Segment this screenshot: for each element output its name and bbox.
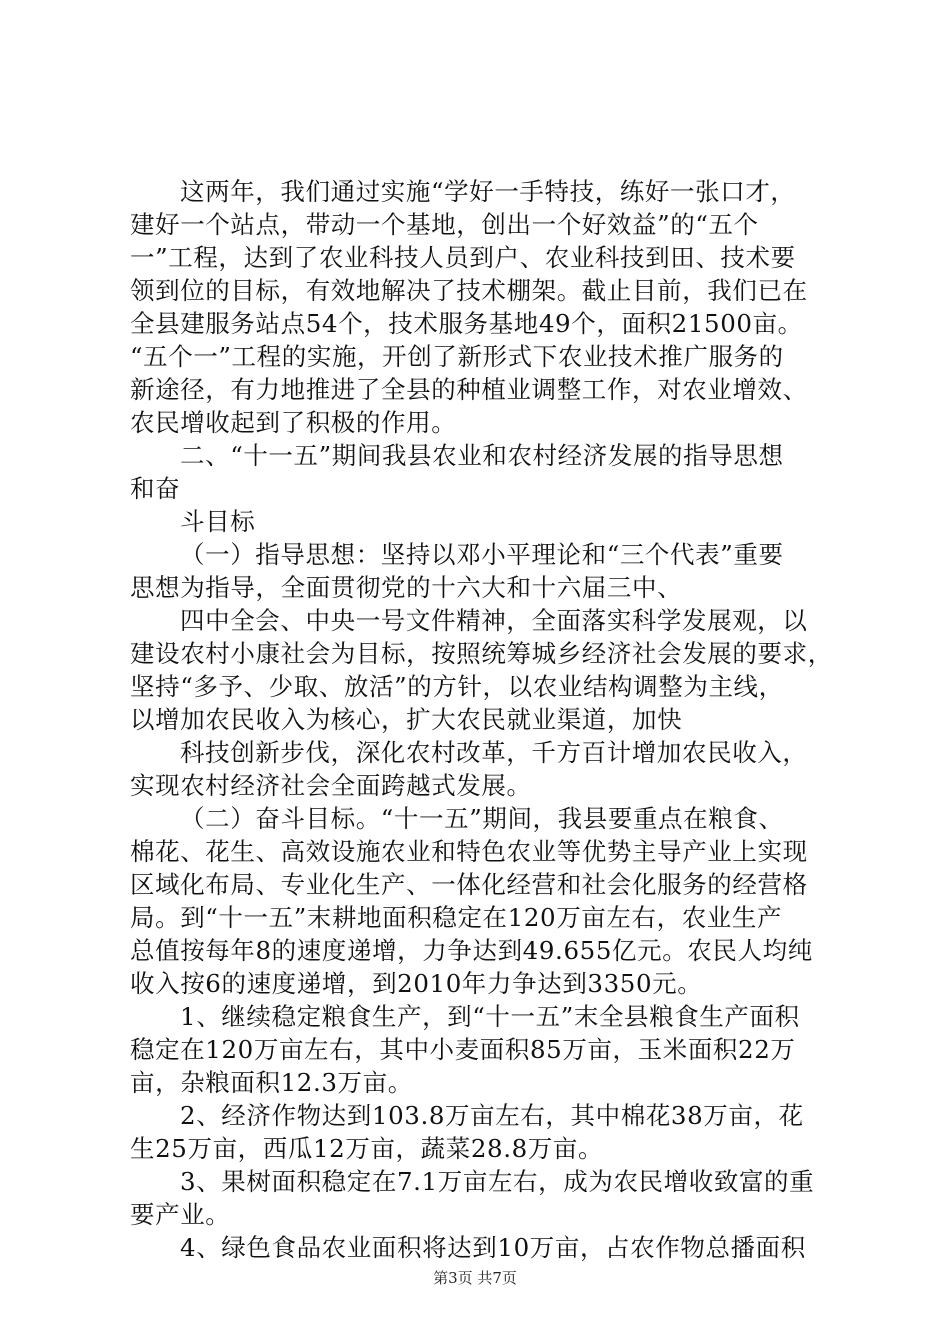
body-text-line: 总值按每年8的速度递增，力争达到49.655亿元。农民人均纯 bbox=[130, 936, 813, 965]
body-text-line: 区域化布局、专业化生产、一体化经营和社会化服务的经营格 bbox=[130, 870, 808, 899]
list-item-line: 1、继续稳定粮食生产，到“十一五”末全县粮食生产面积 bbox=[180, 1002, 800, 1031]
body-text-line: 实现农村经济社会全面跨越式发展。 bbox=[130, 771, 532, 800]
body-text-line: “五个一”工程的实施，开创了新形式下农业技术推广服务的 bbox=[130, 342, 784, 371]
body-text-line: 局。到“十一五”末耕地面积稳定在120万亩左右，农业生产 bbox=[130, 903, 783, 932]
body-text-line: 以增加农民收入为核心，扩大农民就业渠道，加快 bbox=[130, 705, 683, 734]
body-text-line: 农民增收起到了积极的作用。 bbox=[130, 408, 457, 437]
body-text-line: 科技创新步伐，深化农村改革，千方百计增加农民收入， bbox=[180, 738, 808, 767]
section-heading-line: 斗目标 bbox=[180, 507, 256, 536]
page-number-footer: 第3页 共7页 bbox=[433, 1269, 517, 1287]
list-item-line: 稳定在120万亩左右，其中小麦面积85万亩，玉米面积22万 bbox=[130, 1035, 796, 1064]
body-text-line: 收入按6的速度递增，到2010年力争达到3350元。 bbox=[130, 969, 703, 998]
list-item-line: 要产业。 bbox=[130, 1200, 231, 1229]
body-text-line: 建设农村小康社会为目标，按照统筹城乡经济社会发展的要求， bbox=[130, 639, 833, 668]
body-text-line: （二）奋斗目标。“十一五”期间，我县要重点在粮食、 bbox=[180, 804, 784, 833]
body-text-line: 四中全会、中央一号文件精神，全面落实科学发展观，以 bbox=[180, 606, 808, 635]
body-text-line: （一）指导思想：坚持以邓小平理论和“三个代表”重要 bbox=[180, 540, 784, 569]
list-item-line: 生25万亩，西瓜12万亩，蔬菜28.8万亩。 bbox=[130, 1134, 604, 1163]
list-item-line: 2、经济作物达到103.8万亩左右，其中棉花38万亩，花 bbox=[180, 1101, 804, 1130]
section-heading-line: 和奋 bbox=[130, 474, 181, 503]
body-text-line: 思想为指导，全面贯彻党的十六大和十六届三中、 bbox=[130, 573, 683, 602]
body-text-line: 一”工程，达到了农业科技人员到户、农业科技到田、技术要 bbox=[130, 243, 796, 272]
list-item-line: 亩，杂粮面积12.3万亩。 bbox=[130, 1068, 413, 1097]
section-heading-line: 二、“十一五”期间我县农业和农村经济发展的指导思想 bbox=[180, 441, 784, 470]
body-text-line: 这两年，我们通过实施“学好一手特技，练好一张口才， bbox=[180, 177, 796, 206]
list-item-line: 4、绿色食品农业面积将达到10万亩，占农作物总播面积 bbox=[180, 1233, 806, 1262]
body-text-line: 新途径，有力地推进了全县的种植业调整工作，对农业增效、 bbox=[130, 375, 808, 404]
body-text-line: 棉花、花生、高效设施农业和特色农业等优势主导产业上实现 bbox=[130, 837, 808, 866]
list-item-line: 3、果树面积稳定在7.1万亩左右，成为农民增收致富的重 bbox=[180, 1167, 815, 1196]
body-text-line: 建好一个站点，带动一个基地，创出一个好效益”的“五个 bbox=[130, 210, 759, 239]
body-text-line: 坚持“多予、少取、放活”的方针，以农业结构调整为主线， bbox=[130, 672, 784, 701]
body-text-line: 领到位的目标，有效地解决了技术棚架。截止目前，我们已在 bbox=[130, 276, 808, 305]
body-text-line: 全县建服务站点54个，技术服务基地49个，面积21500亩。 bbox=[130, 309, 803, 338]
